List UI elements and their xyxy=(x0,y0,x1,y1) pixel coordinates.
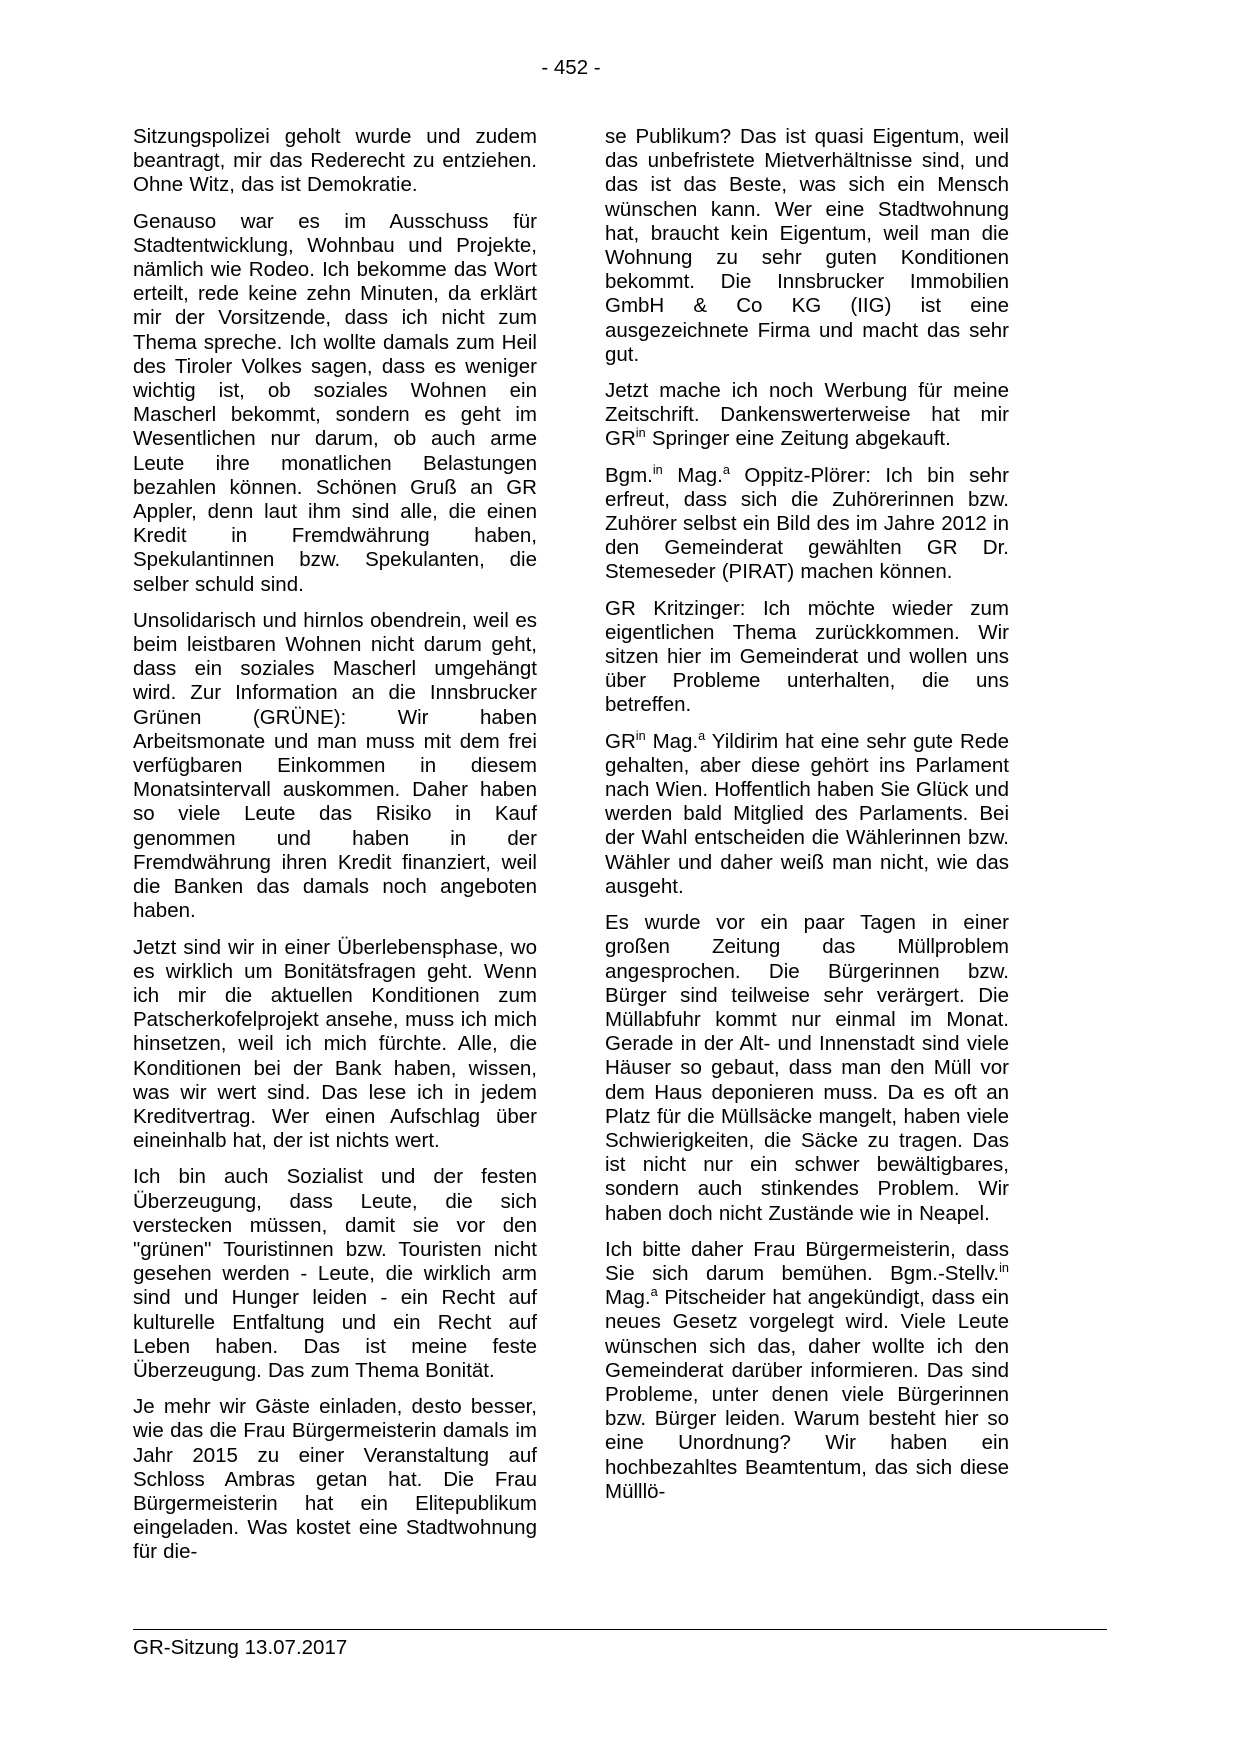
paragraph: Je mehr wir Gäste einladen, desto besser, wie das die Frau Bürgermeisterin damals im Jahr 2015 zu einer Veranstaltung auf Schloss Ambras getan hat. Die Frau Bürgermeisterin hat ein Elitepublikum eingeladen. Was kostet eine Stadtwohnung für die- xyxy=(133,1395,537,1564)
superscript: in xyxy=(652,461,663,477)
right-column xyxy=(605,125,1009,1565)
left-column xyxy=(133,125,537,1565)
paragraph: Bgm.$^{in}$ Mag.$^a$ Oppitz-Plörer: Ich bin sehr erfreut, dass sich die Zuhörerinnen bzw. Zuhörer selbst ein Bild des im Jahre 2012 in den Gemeinderat gewählten GR Dr. Stemeseder (PIRAT) machen können. xyxy=(605,461,1009,584)
paragraph: Ich bin auch Sozialist und der festen Überzeugung, dass Leute, die sich verstecken müssen, damit sie vor den "grünen" Touristinnen bzw. Touristen nicht gesehen werden - Leute, die wirklich arm sind und Hunger leiden - ein Recht auf kulturelle Entfaltung und ein Recht auf Leben haben. Das ist meine feste Überzeugung. Das zum Thema Bonität. xyxy=(133,1165,537,1382)
page-number: - 452 - xyxy=(541,56,601,79)
superscript: in xyxy=(999,1260,1009,1276)
page-content xyxy=(133,125,1009,1565)
footer-text: GR-Sitzung 13.07.2017 xyxy=(133,1636,348,1659)
paragraph: Es wurde vor ein paar Tagen in einer großen Zeitung das Müllproblem angesprochen. Die Bürgerinnen bzw. Bürger sind teilweise sehr verärgert. Die Müllabfuhr kommt nur einmal im Monat. Gerade in der Alt- und Innenstadt sind viele Häuser so gebaut, dass man den Müll vor dem Haus deponieren muss. Da es oft an Platz für die Müllsäcke mangelt, haben viele Schwierigkeiten, die Säcke zu tragen. Das ist nicht nur ein schwer bewältigbares, sondern auch stinkendes Problem. Wir haben doch nicht Zustände wie in Neapel. xyxy=(605,911,1009,1225)
paragraph: $GR^{in}$ Mag.$^a$ Yildirim hat eine sehr gute Rede gehalten, aber diese gehört ins Parlament nach Wien. Hoffentlich haben Sie Glück und werden bald Mitglied des Parlaments. Bei der Wahl entscheiden die Wählerinnen bzw. Wähler und daher weiß man nicht, wie das ausgeht. xyxy=(605,727,1009,898)
superscript: in xyxy=(635,425,646,441)
paragraph: se Publikum? Das ist quasi Eigentum, weil das unbefristete Mietverhältnisse sind, und das ist das Beste, was sich ein Mensch wünschen kann. Wer eine Stadtwohnung hat, braucht kein Eigentum, weil man die Wohnung zu sehr guten Konditionen bekommt. Die Innsbrucker Immobilien GmbH & Co KG (IIG) ist eine ausgezeichnete Firma und macht das sehr gut. xyxy=(605,125,1009,366)
paragraph: GR Kritzinger: Ich möchte wieder zum eigentlichen Thema zurückkommen. Wir sitzen hier im Gemeinderat und wollen uns über Probleme unterhalten, die uns betreffen. xyxy=(605,596,1009,717)
superscript: in xyxy=(635,727,646,743)
paragraph: Jetzt mache ich noch Werbung für meine Zeitschrift. Dankenswerterweise hat mir $GR^{in}$ Springer eine Zeitung abgekauft. xyxy=(605,379,1009,451)
superscript: a xyxy=(650,1284,658,1300)
superscript: a xyxy=(698,727,706,743)
paragraph: Genauso war es im Ausschuss für Stadtentwicklung, Wohnbau und Projekte, nämlich wie Rodeo. Ich bekomme das Wort erteilt, rede keine zehn Minuten, da erklärt mir der Vorsitzende, dass ich nicht zum Thema spreche. Ich wollte damals zum Heil des Tiroler Volkes sagen, dass es weniger wichtig ist, ob soziales Wohnen ein Mascherl bekommt, sondern es geht im Wesentlichen nur darum, ob auch arme Leute ihre monatlichen Belastungen bezahlen können. Schönen Gruß an GR Appler, denn laut ihm sind alle, die einen Kredit in Fremdwährung haben, Spekulantinnen bzw. Spekulanten, die selber schuld sind. xyxy=(133,209,537,596)
superscript: a xyxy=(722,461,730,477)
paragraph: Sitzungspolizei geholt wurde und zudem beantragt, mir das Rederecht zu entziehen. Ohne Witz, das ist Demokratie. xyxy=(133,125,537,197)
paragraph: Jetzt sind wir in einer Überlebensphase, wo es wirklich um Bonitätsfragen geht. Wenn ich mir die aktuellen Konditionen zum Patscherkofelprojekt ansehe, muss ich mich hinsetzen, weil ich mich fürchte. Alle, die Konditionen bei der Bank haben, wissen, was wir wert sind. Das lese ich in jedem Kreditvertrag. Wer einen Aufschlag über eineinhalb hat, der ist nichts wert. xyxy=(133,935,537,1153)
page-footer xyxy=(133,1629,1107,1660)
paragraph: Unsolidarisch und hirnlos obendrein, weil es beim leistbaren Wohnen nicht darum geht, dass ein soziales Mascherl umgehängt wird. Zur Information an die Innsbrucker Grünen (GRÜNE): Wir haben Arbeitsmonate und man muss mit dem frei verfügbaren Einkommen in diesem Monatsintervall auskommen. Daher haben so viele Leute das Risiko in Kauf genommen und haben in der Fremdwährung ihren Kredit finanziert, weil die Banken das damals noch angeboten haben. xyxy=(133,608,537,923)
paragraph: Ich bitte daher Frau Bürgermeisterin, dass Sie sich darum bemühen. Bgm.-Stellv.$^{in}$ Mag.$^a$ Pitscheider hat angekündigt, dass ein neues Gesetz vorgelegt wird. Viele Leute wünschen sich das, daher wollte ich den Gemeinderat darüber informieren. Das sind Probleme, unter denen viele Bürgerinnen bzw. Bürger leiden. Warum besteht hier so eine Unordnung? Wir haben ein hochbezahltes Beamtentum, das sich diese Mülllö- xyxy=(605,1237,1009,1503)
